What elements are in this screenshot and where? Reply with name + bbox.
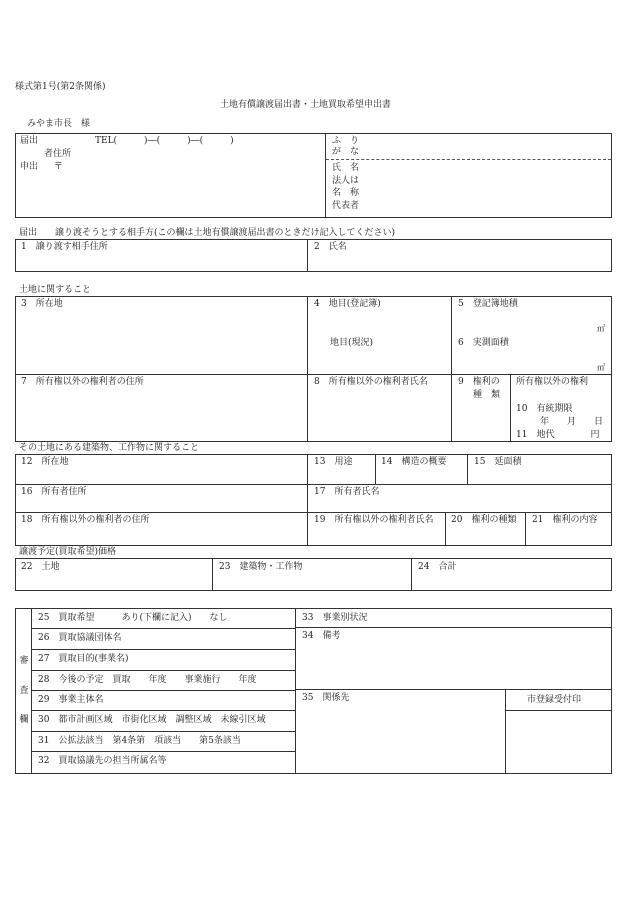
filer-label-top: 届出 xyxy=(20,136,39,146)
field-9-rights-type-2: 種 類 xyxy=(473,390,501,400)
field-10-term[interactable]: 10 有統期限 xyxy=(516,404,573,414)
furigana-label-1: ふ り xyxy=(332,136,360,146)
field-15-floor-area[interactable]: 15 延面積 xyxy=(474,457,522,467)
field-33-project-status[interactable]: 33 事業別状況 xyxy=(302,613,368,623)
corp-label-3: 代表者 xyxy=(332,201,360,211)
filer-tel[interactable]: TEL( )―( )―( ) xyxy=(95,136,234,146)
field-23-building-price[interactable]: 23 建築物・工作物 xyxy=(219,562,303,572)
field-4-land-category-current[interactable]: 地目(現況) xyxy=(330,338,374,348)
field-27-purchase-purpose[interactable]: 27 買取目的(事業名) xyxy=(38,654,129,664)
field-12-building-location[interactable]: 12 所在地 xyxy=(21,457,69,467)
field-7-other-rights-address[interactable]: 7 所有権以外の権利者の住所 xyxy=(21,377,144,387)
field-30-planning-area[interactable]: 30 都市計画区域 市街化区域 調整区域 未線引区域 xyxy=(38,715,266,725)
field-32-contact-department[interactable]: 32 買取協議先の担当所属名等 xyxy=(38,756,167,766)
field-24-total[interactable]: 24 合計 xyxy=(418,562,457,572)
filer-label-bottom: 申出 xyxy=(20,162,39,172)
field-1-transferee-address[interactable]: 1 譲り渡す相手住所 xyxy=(21,242,108,252)
registration-stamp-label: 市登録受付印 xyxy=(527,695,582,705)
field-22-land-price[interactable]: 22 土地 xyxy=(21,562,60,572)
term-date[interactable]: 年 月 日 xyxy=(540,417,604,427)
name-label: 氏 名 xyxy=(332,163,360,173)
field-31-public-expansion-law[interactable]: 31 公拡法該当 第4条第 項該当 第5条該当 xyxy=(38,736,241,746)
other-rights-label: 所有権以外の権利 xyxy=(516,377,589,387)
field-25-purchase-request[interactable]: 25 買取希望 あり(下欄に記入) なし xyxy=(38,613,228,623)
field-14-structure[interactable]: 14 構造の概要 xyxy=(381,457,447,467)
field-35-related-parties[interactable]: 35 関係先 xyxy=(302,693,350,703)
field-3-location[interactable]: 3 所在地 xyxy=(21,299,63,309)
field-18-other-rights-address[interactable]: 18 所有権以外の権利者の住所 xyxy=(21,515,150,525)
field-19-other-rights-name[interactable]: 19 所有権以外の権利者氏名 xyxy=(314,515,434,525)
filer-address-label: 者住所 xyxy=(44,149,72,159)
corp-label-2: 名 称 xyxy=(332,188,360,198)
postal-mark[interactable]: 〒 xyxy=(54,162,64,172)
review-side-label-3: 欄 xyxy=(19,715,29,725)
field-16-owner-address[interactable]: 16 所有者住所 xyxy=(21,487,87,497)
building-header: その土地にある建築物、工作物に関すること xyxy=(19,443,200,453)
corp-label-1: 法人は xyxy=(332,176,360,186)
field-28-schedule[interactable]: 28 今後の予定 買取 年度 事業施行 年度 xyxy=(38,675,257,685)
field-11-rent[interactable]: 11 地代 円 xyxy=(516,430,600,440)
area-unit-2: ㎡ xyxy=(597,363,605,372)
field-13-use[interactable]: 13 用途 xyxy=(314,457,353,467)
form-title: 土地有償譲渡届出書・土地買取希望申出書 xyxy=(220,100,392,110)
review-side-label-2: 査 xyxy=(19,686,29,696)
field-26-purchase-body[interactable]: 26 買取協議団体名 xyxy=(38,633,122,643)
review-side-label-1: 審 xyxy=(19,656,29,666)
land-header: 土地に関すること xyxy=(19,285,92,295)
field-20-rights-type[interactable]: 20 権利の種類 xyxy=(451,515,517,525)
furigana-label-2: が な xyxy=(332,147,360,157)
field-5-registered-area[interactable]: 5 登記簿地積 xyxy=(458,299,518,309)
price-header: 譲渡予定(買取希望)価格 xyxy=(19,547,117,557)
transferee-header: 届出 譲り渡そうとする相手方(この欄は土地有償譲渡届出書のときだけ記入してください) xyxy=(19,228,396,238)
field-17-owner-name[interactable]: 17 所有者氏名 xyxy=(314,487,380,497)
field-9-rights-type[interactable]: 9 権利の xyxy=(458,377,500,387)
field-29-project-entity[interactable]: 29 事業主体名 xyxy=(38,695,104,705)
form-number: 様式第1号(第2条関係) xyxy=(15,82,106,92)
field-4-land-category-registry[interactable]: 4 地目(登記簿) xyxy=(314,299,381,309)
field-8-other-rights-name[interactable]: 8 所有権以外の権利者氏名 xyxy=(314,377,428,387)
field-2-transferee-name[interactable]: 2 氏名 xyxy=(314,242,347,252)
area-unit-1: ㎡ xyxy=(597,324,605,333)
field-34-remarks[interactable]: 34 備考 xyxy=(302,631,341,641)
addressee: みやま市長 様 xyxy=(27,119,91,129)
field-6-surveyed-area[interactable]: 6 実測面積 xyxy=(458,338,509,348)
field-21-rights-content[interactable]: 21 権利の内容 xyxy=(532,515,598,525)
